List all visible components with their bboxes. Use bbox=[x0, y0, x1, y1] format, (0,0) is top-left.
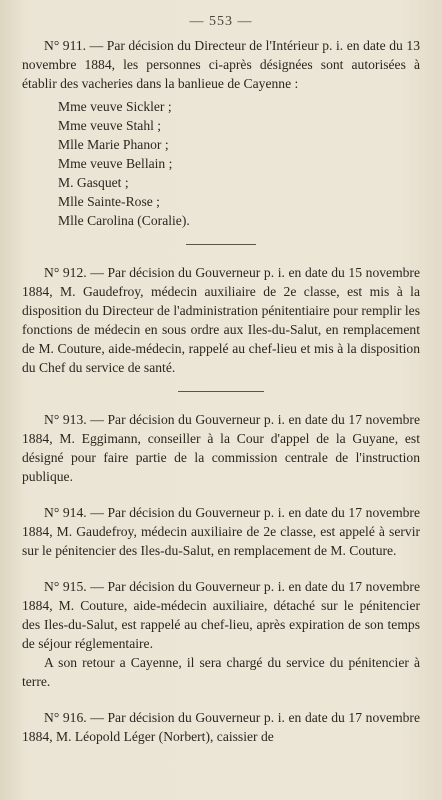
list-item: Mlle Marie Phanor ; bbox=[58, 137, 169, 152]
list-item: Mlle Sainte-Rose ; bbox=[58, 194, 160, 209]
entry-913-text: N° 913. — Par décision du Gouverneur p. i. en date du 17 novembre 1884, M. Eggimann, conseiller à la Cour d'appel de la Guyane, est désigné pour faire partie de la commission centrale de l'instruction publique. bbox=[22, 412, 420, 484]
list-item: Mlle Carolina (Coralie). bbox=[58, 213, 190, 228]
entry-911-text: N° 911. — Par décision du Directeur de l'Intérieur p. i. en date du 13 novembre 1884, les personnes ci-après désignées sont autorisées à établir des vacheries dans la banlieue de Cayenne : bbox=[22, 38, 420, 91]
list-item: Mme veuve Stahl ; bbox=[58, 118, 162, 133]
list-item: M. Gasquet ; bbox=[58, 175, 129, 190]
section-divider bbox=[178, 391, 264, 392]
list-item: Mme veuve Sickler ; bbox=[58, 99, 172, 114]
entry-915-text: N° 915. — Par décision du Gouverneur p. i. en date du 17 novembre 1884, M. Couture, aide-médecin auxiliaire, détaché sur le pénitencier des Iles-du-Salut, est rappelé au chef-lieu, après expiration de son temps de séjour réglementaire. bbox=[22, 579, 420, 651]
entry-912-text: N° 912. — Par décision du Gouverneur p. i. en date du 15 novembre 1884, M. Gaudefroy, médecin auxiliaire de 2e classe, est mis à la disposition du Directeur de l'administration pénitentiaire pour remplir les fonctions de médecin en sous ordre aux Iles-du-Salut, en remplacement de M. Couture, aide-médecin, rappelé au chef-lieu et mis à la disposition du Chef du service de santé. bbox=[22, 265, 420, 375]
page-number: — 553 — bbox=[189, 14, 253, 29]
authorized-persons-list bbox=[58, 97, 420, 230]
entry-916-text: N° 916. — Par décision du Gouverneur p. i. en date du 17 novembre 1884, M. Léopold Léger (Norbert), caissier de bbox=[22, 710, 420, 744]
entry-915-text-continued: A son retour a Cayenne, il sera chargé du service du pénitencier à terre. bbox=[22, 655, 420, 689]
document-body bbox=[22, 36, 420, 746]
section-divider bbox=[186, 244, 256, 245]
entry-914-text: N° 914. — Par décision du Gouverneur p. i. en date du 17 novembre 1884, M. Gaudefroy, médecin auxiliaire de 2e classe, est appelé à servir sur le pénitencier des Iles-du-Salut, en remplacement de M. Couture. bbox=[22, 505, 420, 558]
list-item: Mme veuve Bellain ; bbox=[58, 156, 173, 171]
